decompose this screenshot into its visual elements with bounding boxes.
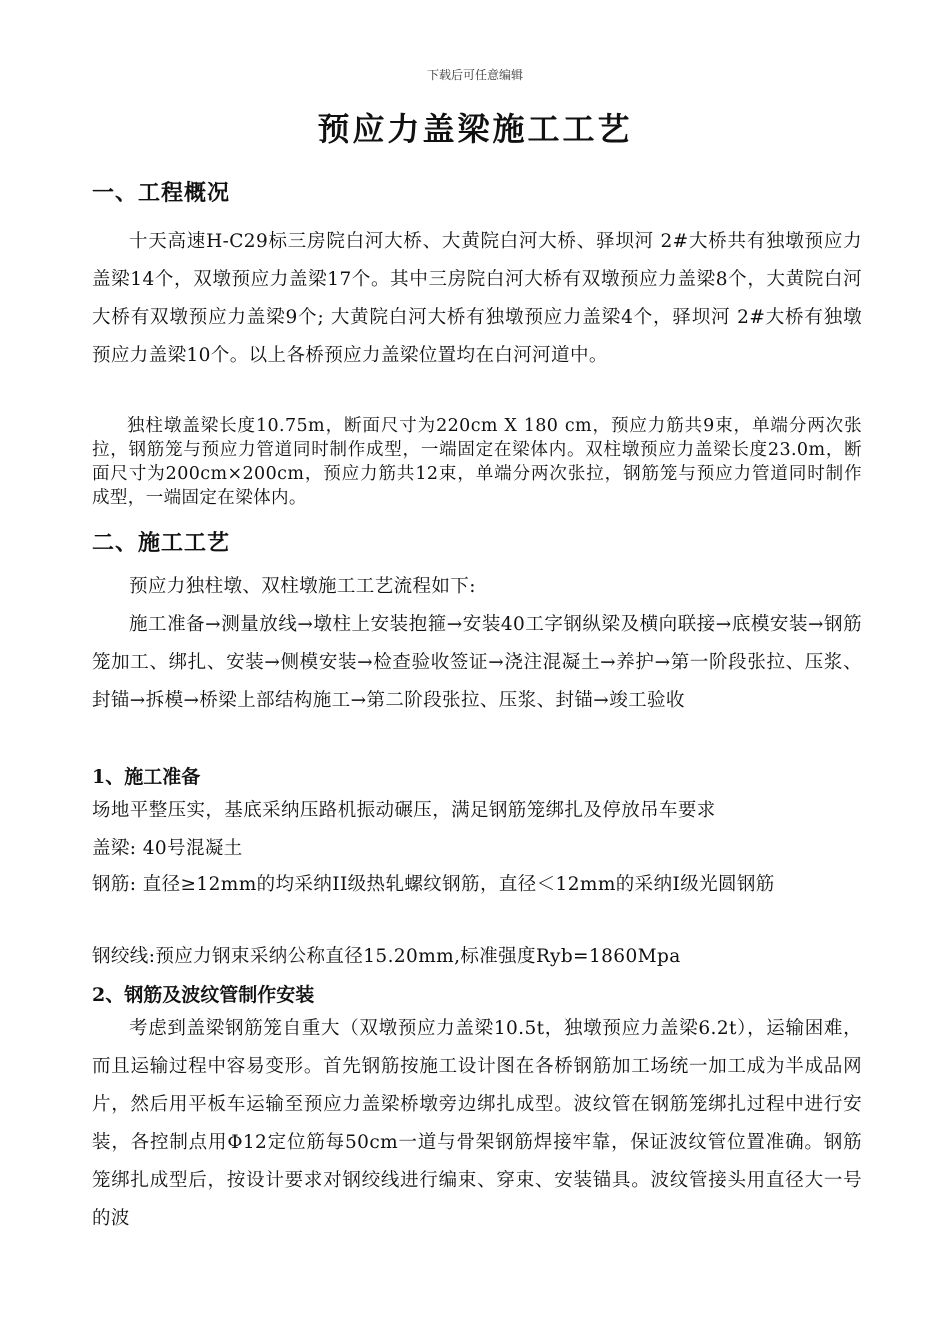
subheading-preparation: 1、施工准备 [92, 766, 201, 788]
section-heading-process: 二、施工工艺 [92, 530, 231, 556]
document-title: 预应力盖梁施工工艺 [317, 110, 633, 148]
process-intro: 预应力独柱墩、双柱墩施工工艺流程如下: [129, 576, 476, 597]
preparation-line-2: 盖梁: 40号混凝土 [92, 838, 243, 859]
overview-paragraph-2: 独柱墩盖梁长度10.75m，断面尺寸为220cm X 180 cm，预应力筋共9束，单端分两次张拉，钢筋笼与预应力管道同时制作成型，一端固定在梁体内。双柱墩预应力盖梁长度23.0m，断面尺寸为200cm×200cm，预应力筋共12束，单端分两次张拉，钢筋笼与预应力管道同时制作成型，一端固定在梁体内。 [92, 416, 862, 508]
preparation-line-4: 钢绞线:预应力钢束采纳公称直径15.20mm,标准强度Ryb=1860Mpa [92, 946, 681, 967]
header-note: 下载后可任意编辑 [426, 68, 523, 82]
rebar-paragraph-1: 考虑到盖梁钢筋笼自重大（双墩预应力盖梁10.5t，独墩预应力盖梁6.2t），运输困难，而且运输过程中容易变形。首先钢筋按施工设计图在各桥钢筋加工场统一加工成为半成品网片，然后用平板车运输至预应力盖梁桥墩旁边绑扎成型。波纹管在钢筋笼绑扎过程中进行安装，各控制点用Φ12定位筋每50cm一道与骨架钢筋焊接牢靠，保证波纹管位置准确。钢筋笼绑扎成型后，按设计要求对钢绞线进行编束、穿束、安装锚具。波纹管接头用直径大一号的波 [92, 1018, 862, 1229]
overview-paragraph-1: 十天高速H-C29标三房院白河大桥、大黄院白河大桥、驿坝河 2#大桥共有独墩预应力盖梁14个，双墩预应力盖梁17个。其中三房院白河大桥有双墩预应力盖梁8个，大黄院白河大桥有双墩预应力盖梁9个; 大黄院白河大桥有独墩预应力盖梁4个，驿坝河 2#大桥有独墩预应力盖梁10个。以上各桥预应力盖梁位置均在白河河道中。 [92, 231, 862, 366]
subheading-rebar-duct: 2、钢筋及波纹管制作安装 [92, 984, 315, 1006]
preparation-line-3: 钢筋: 直径≥12mm的均采纳II级热轧螺纹钢筋，直径＜12mm的采纳I级光圆钢筋 [92, 874, 775, 895]
process-flow: 施工准备→测量放线→墩柱上安装抱箍→安装40工字钢纵梁及横向联接→底模安装→钢筋笼加工、绑扎、安装→侧模安装→检查验收签证→浇注混凝土→养护→第一阶段张拉、压浆、封锚→拆模→桥梁上部结构施工→第二阶段张拉、压浆、封锚→竣工验收 [92, 614, 862, 711]
section-heading-overview: 一、工程概况 [92, 180, 231, 206]
preparation-line-1: 场地平整压实，基底采纳压路机振动碾压，满足钢筋笼绑扎及停放吊车要求 [92, 800, 716, 821]
